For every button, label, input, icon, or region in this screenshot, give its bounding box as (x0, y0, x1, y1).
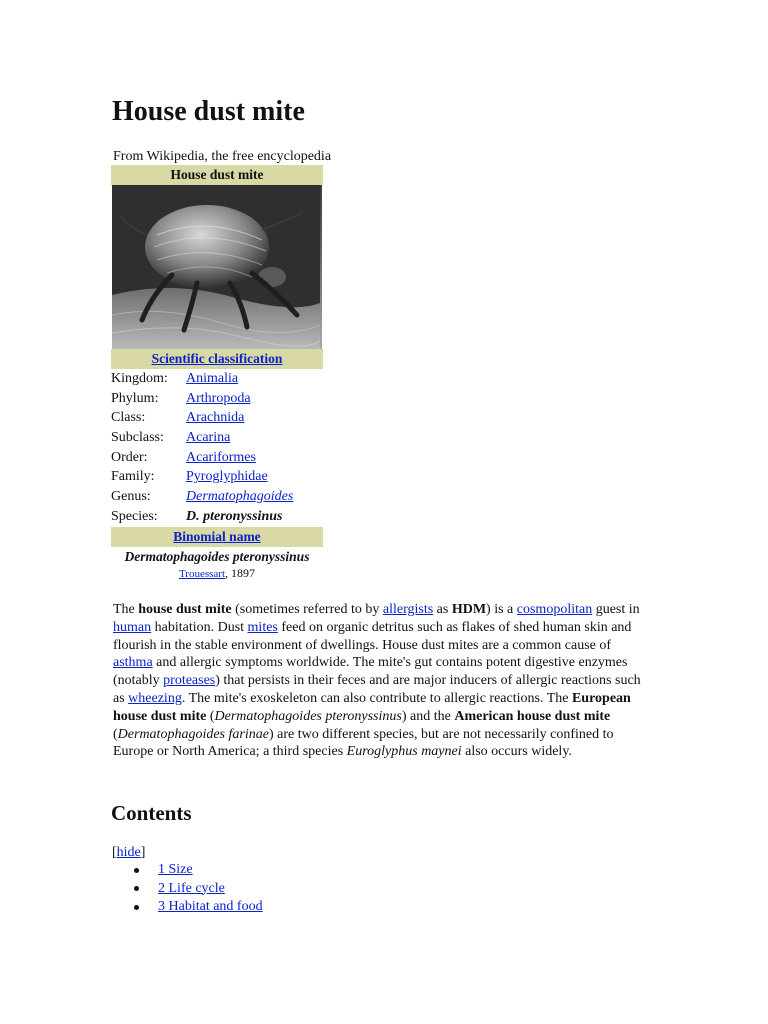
classification-row-kingdom (111, 369, 323, 389)
toc-hide-link[interactable]: hide (116, 845, 141, 860)
classification-row-subclass (111, 428, 323, 448)
classification-table (111, 369, 323, 527)
paragraph-text: ) are two different species, but are not necessarily confined to Europe or North America; a third species (113, 726, 614, 760)
paragraph-text: guest in (592, 602, 640, 617)
scientific-classification-link[interactable]: Scientific classification (151, 351, 283, 366)
paragraph-text: ) is a (486, 602, 517, 617)
intro-paragraph (113, 601, 643, 761)
classification-label: Kingdom: (111, 371, 168, 386)
classification-label: Subclass: (111, 430, 164, 446)
classification-row-order (111, 448, 323, 468)
toc-item (132, 898, 263, 917)
paragraph-text: ) and the (401, 708, 455, 724)
inline-link[interactable]: wheezing (128, 690, 182, 706)
paragraph-text: The (113, 602, 139, 617)
toc-link-size[interactable]: 1 Size (158, 862, 193, 877)
family-link[interactable]: Pyroglyphidae (186, 469, 268, 485)
toc-item (132, 880, 263, 899)
kingdom-link[interactable]: Animalia (186, 371, 239, 386)
phylum-link[interactable]: Arthropoda (186, 390, 251, 406)
toc-toggle-bracket-open: [ (112, 845, 117, 860)
paragraph-text: (sometimes referred to by (231, 602, 383, 617)
infobox (111, 165, 323, 581)
bullet-icon (134, 905, 139, 910)
classification-label: Order: (111, 449, 148, 465)
bullet-icon (134, 868, 139, 873)
inline-link[interactable]: mites (247, 619, 278, 635)
classification-label: Genus: (111, 489, 151, 505)
inline-link[interactable]: cosmopolitan (516, 602, 593, 617)
scientific-classification-heading (111, 349, 323, 369)
table-of-contents (132, 861, 263, 917)
classification-row-genus (111, 487, 323, 507)
inline-link[interactable]: asthma (113, 655, 153, 671)
bullet-icon (134, 886, 139, 891)
binomial-name-heading (111, 527, 323, 547)
genus-link[interactable]: Dermatophagoides (186, 489, 294, 505)
paragraph-text: . The mite's exoskeleton can also contribute to allergic reactions. The (181, 690, 572, 706)
toc-link-life-cycle[interactable]: 2 Life cycle (158, 880, 225, 896)
binomial-name-link[interactable]: Binomial name (173, 528, 261, 544)
classification-label: Class: (111, 410, 146, 426)
toc-item (132, 861, 263, 880)
contents-heading: Contents (111, 801, 192, 825)
paragraph-text: and allergic symptoms worldwide. The mite's gut contains potent digestive enzymes (notably (113, 655, 628, 689)
subclass-link[interactable]: Acarina (186, 430, 231, 446)
inline-link[interactable]: human (113, 619, 152, 635)
bold-term: house dust mite (138, 602, 232, 617)
dust-mite-illustration (112, 185, 320, 349)
binomial-authority (111, 566, 323, 581)
species-name: Euroglyphus maynei (346, 744, 462, 760)
toc-toggle-bracket-close: ] (140, 845, 146, 860)
bold-term: HDM (451, 602, 487, 617)
classification-row-class (111, 408, 323, 428)
binomial-name: Dermatophagoides pteronyssinus (124, 548, 310, 564)
species-value: D. pteronyssinus (186, 508, 283, 524)
paragraph-text: also occurs widely. (461, 744, 572, 760)
order-link[interactable]: Acariformes (186, 449, 256, 465)
paragraph-text: as (433, 602, 452, 617)
classification-row-family (111, 467, 323, 487)
inline-link[interactable]: allergists (382, 602, 434, 617)
bold-term: European house dust mite (113, 690, 631, 724)
paragraph-text: ( (113, 726, 118, 742)
toc-toggle (112, 844, 145, 862)
bold-term: American house dust mite (454, 708, 611, 724)
classification-label: Phylum: (111, 390, 159, 406)
classification-label: Family: (111, 469, 155, 485)
classification-row-species (111, 507, 323, 527)
paragraph-text: feed on organic detritus such as flakes of shed human skin and flourish in the stable environment of dwellings. House dust mites are a common cause of (113, 619, 632, 653)
inline-link[interactable]: proteases (163, 673, 216, 689)
infobox-title: House dust mite (111, 165, 323, 185)
toc-link-habitat-and-food[interactable]: 3 Habitat and food (158, 899, 263, 915)
paragraph-text: habitation. Dust (151, 619, 248, 635)
species-name: Dermatophagoides pteronyssinus (214, 708, 402, 724)
paragraph-text: ( (206, 708, 215, 724)
site-tagline: From Wikipedia, the free encyclopedia (113, 149, 332, 164)
authority-year: , 1897 (225, 565, 256, 580)
classification-label: Species: (111, 508, 158, 524)
classification-row-phylum (111, 389, 323, 409)
dust-mite-photo (112, 185, 322, 349)
species-name: Dermatophagoides farinae (117, 726, 269, 742)
authority-link[interactable]: Trouessart (178, 567, 226, 580)
page-title: House dust mite (112, 96, 305, 127)
class-link[interactable]: Arachnida (186, 410, 245, 426)
paragraph-text: ) that persists in their feces and are major inducers of allergic reactions such as (113, 673, 641, 706)
